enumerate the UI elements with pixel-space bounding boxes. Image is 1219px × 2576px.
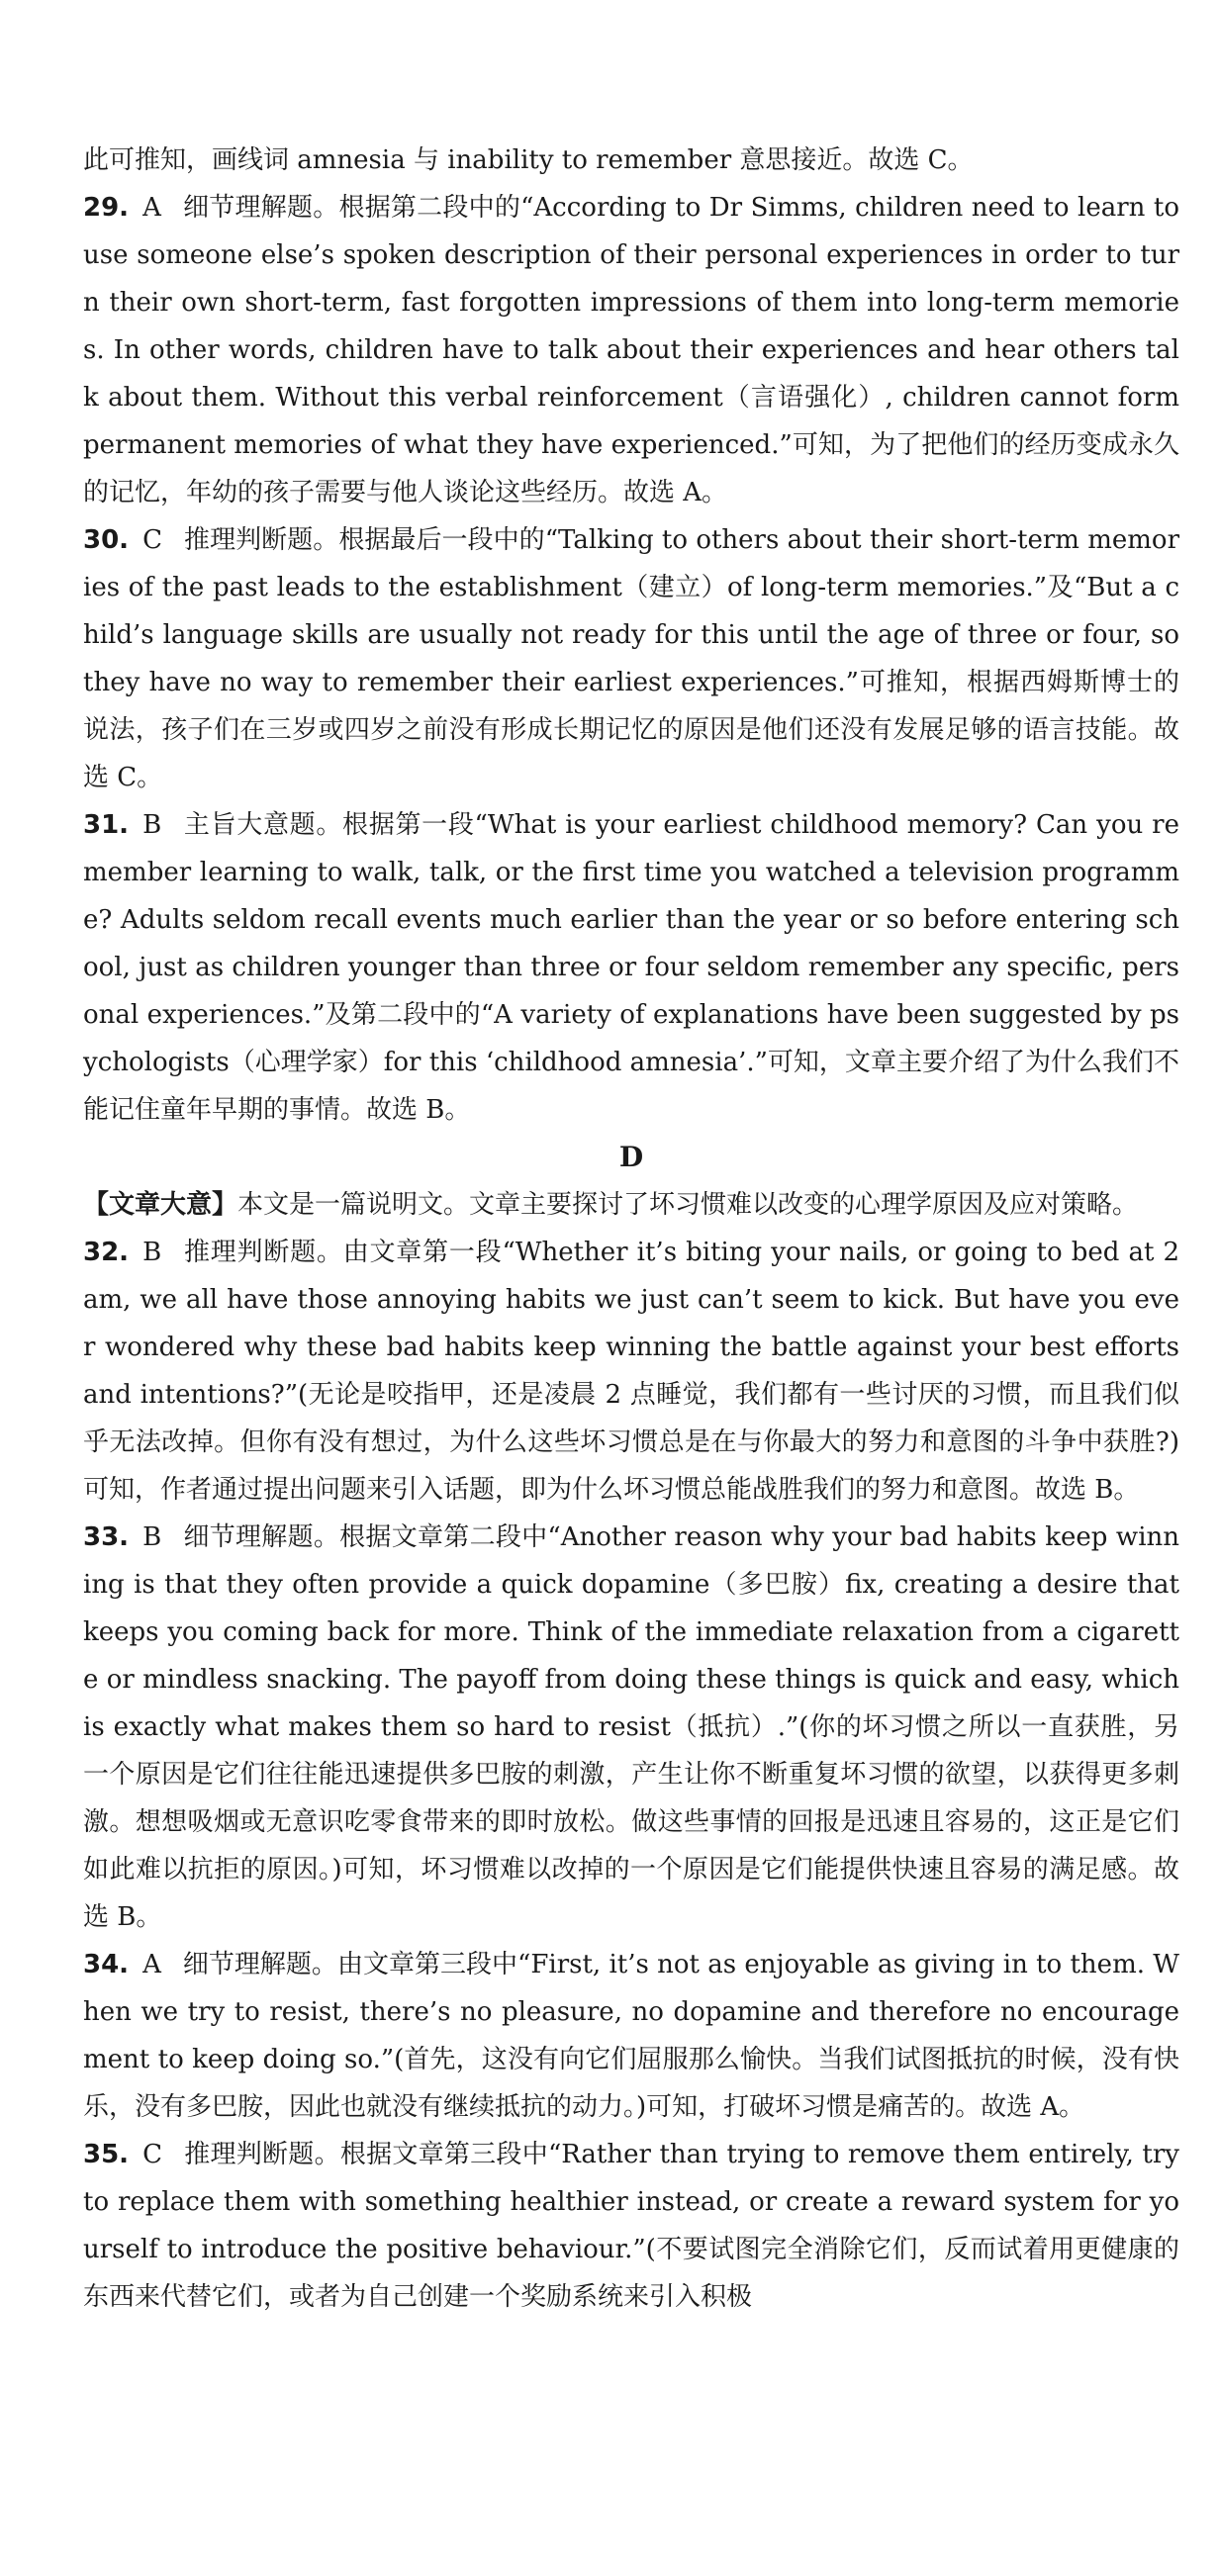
question-answer: C: [142, 525, 162, 555]
question-answer: B: [142, 1238, 162, 1267]
question-explanation: 细节理解题。根据第二段中的“According to Dr Simms, children need to learn to use someone else’s spoken description of their personal experiences in order to turn their own short-term, fast forgotten impressions of them into long-term memories. In other words, children have to talk about their experiences and hear others talk about them. Without this verbal reinforcement（言语强化）, children cannot form permanent memories of what they have experienced.”可知，为了把他们的经历变成永久的记忆，年幼的孩子需要与他人谈论这些经历。故选 A。: [83, 193, 1179, 507]
question-answer: C: [142, 2140, 162, 2169]
summary-label: 【文章大意】: [83, 1190, 238, 1220]
question-explanation: 推理判断题。根据最后一段中的“Talking to others about their short-term memories of the past leads to the establishment（建立）of long-term memories.”及“But a child’s language skills are usually not ready for this until the age of three or four, so they have no way to remember their earliest experiences.”可推知，根据西姆斯博士的说法，孩子们在三岁或四岁之前没有形成长期记忆的原因是他们还没有发展足够的语言技能。故选 C。: [83, 525, 1179, 792]
question-32: [83, 1229, 1179, 1514]
question-35: [83, 2131, 1179, 2321]
summary-text: 本文是一篇说明文。文章主要探讨了坏习惯难以改变的心理学原因及应对策略。: [237, 1190, 1139, 1220]
question-34: [83, 1941, 1179, 2131]
question-explanation: 推理判断题。由文章第一段“Whether it’s biting your nails, or going to bed at 2 am, we all have those annoying habits we just can’t seem to kick. But have you ever wondered why these bad habits keep winning the battle against your best efforts and intentions?”(无论是咬指甲，还是凌晨 2 点睡觉，我们都有一些讨厌的习惯，而且我们似乎无法改掉。但你有没有想过，为什么这些坏习惯总是在与你最大的努力和意图的斗争中获胜?)可知，作者通过提出问题来引入话题，即为什么坏习惯总能战胜我们的努力和意图。故选 B。: [83, 1238, 1179, 1505]
question-number: 32.: [83, 1238, 130, 1267]
question-number: 31.: [83, 810, 130, 840]
question-31: [83, 801, 1179, 1134]
question-explanation: 细节理解题。根据文章第二段中“Another reason why your bad habits keep winning is that they often provide a quick dopamine（多巴胺）fix, creating a desire that keeps you coming back for more. Think of the immediate relaxation from a cigarette or mindless snacking. The payoff from doing these things is quick and easy, which is exactly what makes them so hard to resist（抵抗）.”(你的坏习惯之所以一直获胜，另一个原因是它们往往能迅速提供多巴胺的刺激，产生让你不断重复坏习惯的欲望，以获得更多刺激。想想吸烟或无意识吃零食带来的即时放松。做这些事情的回报是迅速且容易的，这正是它们如此难以抗拒的原因。)可知，坏习惯难以改掉的一个原因是它们能提供快速且容易的满足感。故选 B。: [83, 1522, 1179, 1932]
question-number: 29.: [83, 193, 130, 223]
question-explanation: 主旨大意题。根据第一段“What is your earliest childhood memory? Can you remember learning to walk, talk, or the first time you watched a television programme? Adults seldom recall events much earlier than the year or so before entering school, just as children younger than three or four seldom remember any specific, personal experiences.”及第二段中的“A variety of explanations have been suggested by psychologists（心理学家）for this ‘childhood amnesia’.”可知，文章主要介绍了为什么我们不能记住童年早期的事情。故选 B。: [83, 810, 1179, 1125]
section-title: D: [618, 1141, 644, 1173]
answer-explanation-page: [83, 137, 1179, 2321]
question-answer: A: [142, 193, 161, 223]
intro-line: 此可推知，画线词 amnesia 与 inability to remember 意思接近。故选 C。: [83, 145, 974, 175]
question-29: [83, 184, 1179, 516]
question-explanation: 细节理解题。由文章第三段中“First, it’s not as enjoyable as giving in to them. When we try to resist, there’s no pleasure, no dopamine and therefore no encouragement to keep doing so.”(首先，这没有向它们屈服那么愉快。当我们试图抵抗的时候，没有快乐，没有多巴胺，因此也就没有继续抵抗的动力。)可知，打破坏习惯是痛苦的。故选 A。: [83, 1950, 1179, 2122]
question-answer: B: [142, 1522, 162, 1552]
question-answer: B: [142, 810, 162, 840]
question-30: [83, 516, 1179, 801]
section-summary: [83, 1181, 1179, 1229]
question-number: 35.: [83, 2140, 130, 2169]
question-explanation: 推理判断题。根据文章第三段中“Rather than trying to remove them entirely, try to replace them with something healthier instead, or create a reward system for yourself to introduce the positive behaviour.”(不要试图完全消除它们，反而试着用更健康的东西来代替它们，或者为自己创建一个奖励系统来引入积极: [83, 2140, 1179, 2312]
question-33: [83, 1514, 1179, 1941]
question-number: 34.: [83, 1950, 130, 1979]
question-number: 33.: [83, 1522, 130, 1552]
question-number: 30.: [83, 525, 130, 555]
question-answer: A: [142, 1950, 161, 1979]
